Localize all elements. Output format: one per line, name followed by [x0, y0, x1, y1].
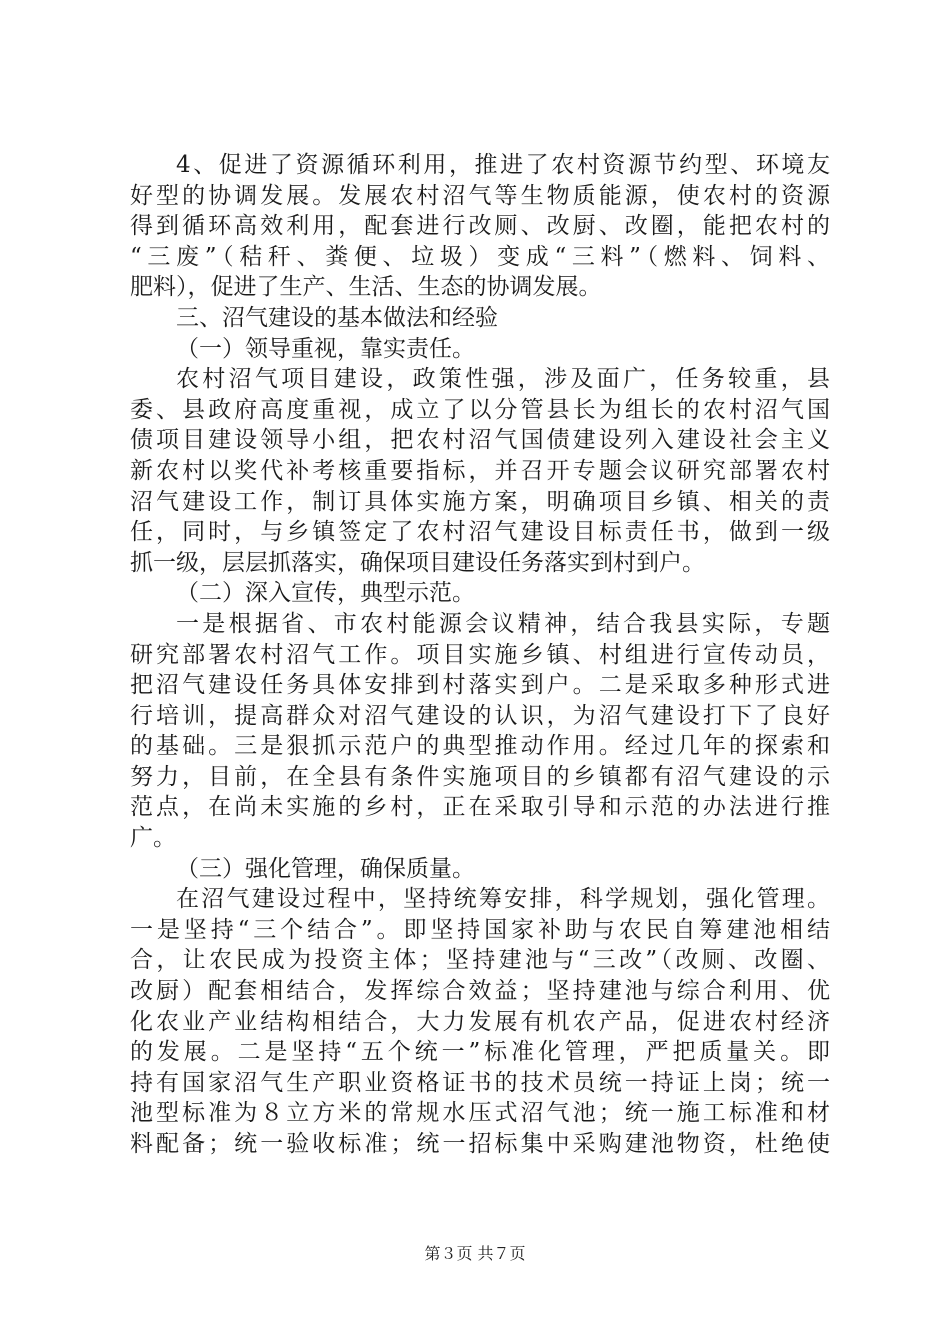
paragraph-line: 农村沼气项目建设，政策性强，涉及面广，任务较重，县 — [176, 366, 830, 393]
paragraph-line: 一是坚持“三个结合”。即坚持国家补助与农民自筹建池相结 — [130, 916, 830, 943]
paragraph-line: 好型的协调发展。发展农村沼气等生物质能源，使农村的资源 — [130, 182, 830, 209]
page-number-footer: 第３页 共７页 — [424, 1244, 526, 1263]
paragraph-line: 研究部署农村沼气工作。项目实施乡镇、村组进行宣传动员， — [130, 641, 830, 668]
section-heading: 三、沼气建设的基本做法和经验 — [176, 304, 498, 331]
paragraph-line: 化农业产业结构相结合，大力发展有机农产品，促进农村经济 — [130, 1008, 830, 1035]
paragraph-line: 在沼气建设过程中，坚持统筹安排，科学规划，强化管理。 — [176, 886, 830, 913]
subsection-heading: （一）领导重视，靠实责任。 — [176, 335, 475, 362]
paragraph-line: 努力，目前，在全县有条件实施项目的乡镇都有沼气建设的示 — [130, 763, 830, 790]
paragraph-line: 的发展。二是坚持“五个统一”标准化管理，严把质量关。即 — [130, 1039, 830, 1066]
paragraph-line: 合，让农民成为投资主体；坚持建池与“三改”（改厕、改圈、 — [130, 947, 830, 974]
paragraph-line: 新农村以奖代补考核重要指标，并召开专题会议研究部署农村 — [130, 457, 830, 484]
paragraph-line: 委、县政府高度重视，成立了以分管县长为组长的农村沼气国 — [130, 396, 830, 423]
paragraph-line: 一是根据省、市农村能源会议精神，结合我县实际，专题 — [176, 610, 830, 637]
paragraph-line: 的基础。三是狠抓示范户的典型推动作用。经过几年的探索和 — [130, 733, 830, 760]
paragraph-line: 广。 — [130, 825, 176, 852]
document-body — [130, 150, 830, 1160]
subsection-heading: （二）深入宣传，典型示范。 — [176, 580, 475, 607]
paragraph-line: 改厨）配套相结合，发挥综合效益；坚持建池与综合利用、优 — [130, 978, 830, 1005]
paragraph-line: 肥料），促进了生产、生活、生态的协调发展。 — [130, 274, 602, 301]
paragraph-line: “三废”（秸秆、粪便、垃圾）变成“三料”（燃料、饲料、 — [130, 243, 830, 270]
paragraph-line: 池型标准为８立方米的常规水压式沼气池；统一施工标准和材 — [130, 1100, 830, 1127]
paragraph-line: 抓一级，层层抓落实，确保项目建设任务落实到村到户。 — [130, 549, 705, 576]
paragraph-line: 得到循环高效利用，配套进行改厕、改厨、改圈，能把农村的 — [130, 213, 830, 240]
paragraph-line: 债项目建设领导小组，把农村沼气国债建设列入建设社会主义 — [130, 427, 830, 454]
subsection-heading: （三）强化管理，确保质量。 — [176, 855, 475, 882]
paragraph-line: 沼气建设工作，制订具体实施方案，明确项目乡镇、相关的责 — [130, 488, 830, 515]
paragraph-line: 任，同时，与乡镇签定了农村沼气建设目标责任书，做到一级 — [130, 519, 830, 546]
paragraph-line: 料配备；统一验收标准；统一招标集中采购建池物资，杜绝使 — [130, 1131, 830, 1157]
paragraph-line: 行培训，提高群众对沼气建设的认识，为沼气建设打下了良好 — [130, 702, 830, 729]
paragraph-line: 把沼气建设任务具体安排到村落实到户。二是采取多种形式进 — [130, 672, 830, 699]
paragraph-line: 4、促进了资源循环利用，推进了农村资源节约型、环境友 — [176, 152, 830, 178]
paragraph-line: 持有国家沼气生产职业资格证书的技术员统一持证上岗；统一 — [130, 1069, 830, 1096]
paragraph-line: 范点，在尚未实施的乡村，正在采取引导和示范的办法进行推 — [130, 794, 830, 821]
